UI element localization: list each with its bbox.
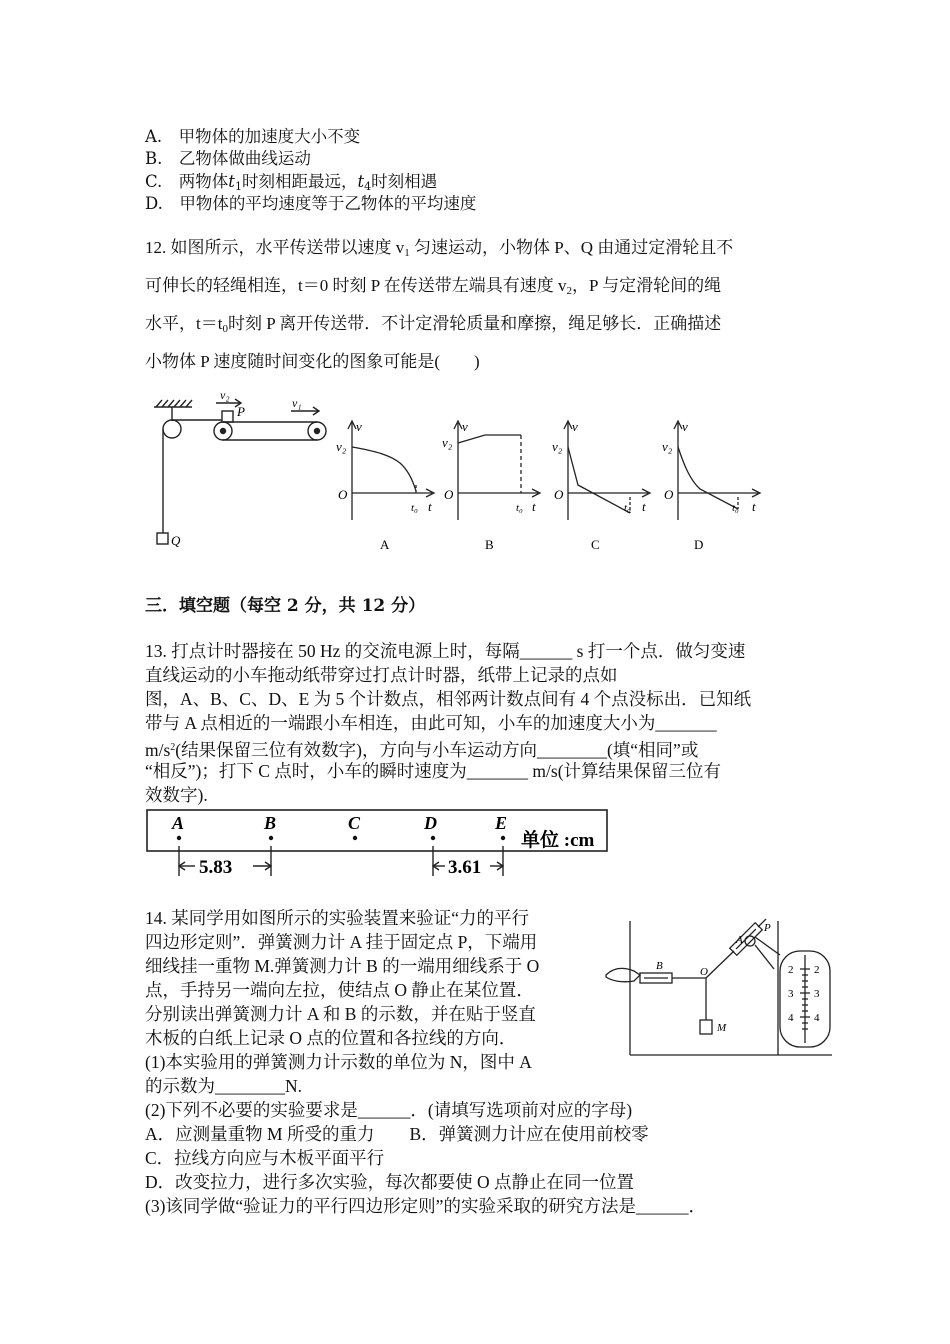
- q13-line-7: 效数字).: [145, 785, 208, 805]
- q14-line-2: 四边形定则”．弹簧测力计 A 挂于固定点 P，下端用: [145, 932, 538, 952]
- graph-d-v-label: v: [682, 419, 688, 434]
- q11-option-a: A. 甲物体的加速度大小不变: [145, 127, 361, 146]
- tape-dot-e: [501, 836, 505, 840]
- graph-b-v2-label: v₂: [442, 435, 453, 450]
- q12-line-4: 小物体 P 速度随时间变化的图象可能是( ): [145, 352, 480, 371]
- q14-line-3: 细线挂一重物 M.弹簧测力计 B 的一端用细线系于 O: [145, 956, 540, 976]
- tape-distance-ab: 5.83: [199, 857, 233, 878]
- graph-b-t0: t₀: [516, 502, 523, 514]
- tape-label-b: B: [264, 813, 277, 833]
- fig14-label-a: A: [736, 934, 743, 946]
- graph-c-t: t: [642, 499, 646, 514]
- tape-dot-a: [177, 836, 181, 840]
- q11-option-d: D. 甲物体的平均速度等于乙物体的平均速度: [145, 194, 477, 213]
- tape-label-c: C: [348, 813, 361, 833]
- q12-line-1: 12. 如图所示，水平传送带以速度 $v_1$ 匀速运动，小物体 P、Q 由通过定滑轮且不: [145, 238, 734, 259]
- graph-a-v-label: v: [356, 419, 362, 434]
- q13-line-2: 直线运动的小车拖动纸带穿过打点计时器，纸带上记录的点如: [145, 665, 618, 685]
- graph-b-v-label: v: [462, 419, 468, 434]
- graph-b-caption: B: [485, 537, 494, 552]
- tape-dot-d: [431, 836, 435, 840]
- scale-right-3: 3: [814, 988, 820, 1000]
- tape-label-e: E: [495, 813, 508, 833]
- graph-a-t: t: [428, 499, 432, 514]
- fig14-label-m: M: [717, 1022, 727, 1034]
- graph-c-v2-label: v₂: [552, 439, 563, 454]
- scale-right-2: 2: [814, 964, 820, 976]
- tape-label-d: D: [424, 813, 437, 833]
- q14-line-10: A．应测量重物 M 所受的重力 B．弹簧测力计应在使用前校零: [145, 1124, 649, 1144]
- q14-line-1: 14. 某同学用如图所示的实验装置来验证“力的平行: [145, 908, 530, 928]
- tape-dot-c: [353, 836, 357, 840]
- graph-c-origin: O: [554, 487, 564, 502]
- q14-line-9: (2)下列不必要的实验要求是______．(请填写选项前对应的字母): [145, 1100, 633, 1120]
- graph-c-caption: C: [591, 537, 600, 552]
- q14-line-12: D．改变拉力，进行多次实验，每次都要使 O 点静止在同一位置: [145, 1172, 635, 1192]
- q14-line-4: 点，手持另一端向左拉，使结点 O 静止在某位置．: [145, 980, 534, 1000]
- graph-d-t0: t₀: [732, 502, 739, 514]
- q13-line-3: 图，A、B、C、D、E 为 5 个计数点，相邻两计数点间有 4 个点没标出．已知纸: [145, 689, 752, 709]
- graph-a-t0: t₀: [411, 502, 418, 514]
- section-3-heading: 三．填空题（每空 2 分，共 12 分）: [145, 596, 426, 616]
- graph-d-caption: D: [694, 537, 704, 552]
- q13-line-4: 带与 A 点相近的一端跟小车相连，由此可知，小车的加速度大小为_______: [145, 713, 717, 733]
- fig14-label-o: O: [700, 966, 708, 978]
- q12-line-2: 可伸长的轻绳相连，t＝0 时刻 P 在传送带左端具有速度 $v_2$，P 与定滑轮间的绳: [145, 276, 722, 297]
- scale-left-3: 3: [788, 988, 794, 1000]
- graph-a-origin: O: [338, 487, 348, 502]
- q14-line-7: (1)本实验用的弹簧测力计示数的单位为 N，图中 A: [145, 1052, 532, 1072]
- graph-c-t0: t₀: [624, 502, 631, 514]
- label-v1: v₁: [292, 396, 302, 410]
- q14-line-11: C．拉线方向应与木板平面平行: [145, 1148, 385, 1168]
- tape-figure: [145, 808, 615, 880]
- label-q: Q: [171, 533, 181, 548]
- q11-option-c: C. 两物体$t_1$时刻相距最远，$t_4$时刻相遇: [145, 172, 438, 193]
- graph-a-caption: A: [380, 537, 390, 552]
- q14-line-6: 木板的白纸上记录 O 点的位置和各拉线的方向．: [145, 1028, 517, 1048]
- scale-left-4: 4: [788, 1012, 794, 1024]
- graph-a-v2-label: v₂: [336, 439, 347, 454]
- q14-line-5: 分别读出弹簧测力计 A 和 B 的示数，并在贴于竖直: [145, 1004, 536, 1024]
- figure-14: [600, 915, 840, 1060]
- graph-b-origin: O: [444, 487, 454, 502]
- tape-unit: 单位 :cm: [521, 830, 595, 851]
- figure-12: [140, 385, 780, 560]
- graph-d-v2-label: v₂: [662, 439, 673, 454]
- graph-c-v-label: v: [572, 419, 578, 434]
- graph-d-origin: O: [664, 487, 674, 502]
- tape-distance-de: 3.61: [448, 857, 482, 878]
- graph-b-t: t: [532, 499, 536, 514]
- q12-line-3: 水平，$t=t_0$时刻 P 离开传送带．不计定滑轮质量和摩擦，绳足够长．正确描述: [145, 314, 722, 335]
- q14-line-8: 的示数为________N.: [145, 1076, 303, 1096]
- scale-right-4: 4: [814, 1012, 820, 1024]
- q11-option-b: B. 乙物体做曲线运动: [145, 149, 311, 168]
- scale-left-2: 2: [788, 964, 794, 976]
- tape-label-a: A: [172, 813, 185, 833]
- fig14-label-b: B: [656, 960, 663, 972]
- label-p: P: [237, 404, 245, 419]
- graph-d-t: t: [752, 499, 756, 514]
- q13-line-6: “相反”)；打下 C 点时，小车的瞬时速度为_______ m/s(计算结果保留三位有: [145, 761, 722, 781]
- fig14-label-p: P: [764, 922, 771, 934]
- q13-line-1: 13. 打点计时器接在 50 Hz 的交流电源上时，每隔______ s 打一个点．做匀变速: [145, 641, 746, 661]
- label-v2: v₂: [220, 388, 230, 402]
- q14-line-13: (3)该同学做“验证力的平行四边形定则”的实验采取的研究方法是______．: [145, 1196, 706, 1216]
- tape-dot-b: [269, 836, 273, 840]
- q13-line-5: $m/s^2$(结果保留三位有效数字)，方向与小车运动方向________(填“相同”或: [145, 740, 699, 760]
